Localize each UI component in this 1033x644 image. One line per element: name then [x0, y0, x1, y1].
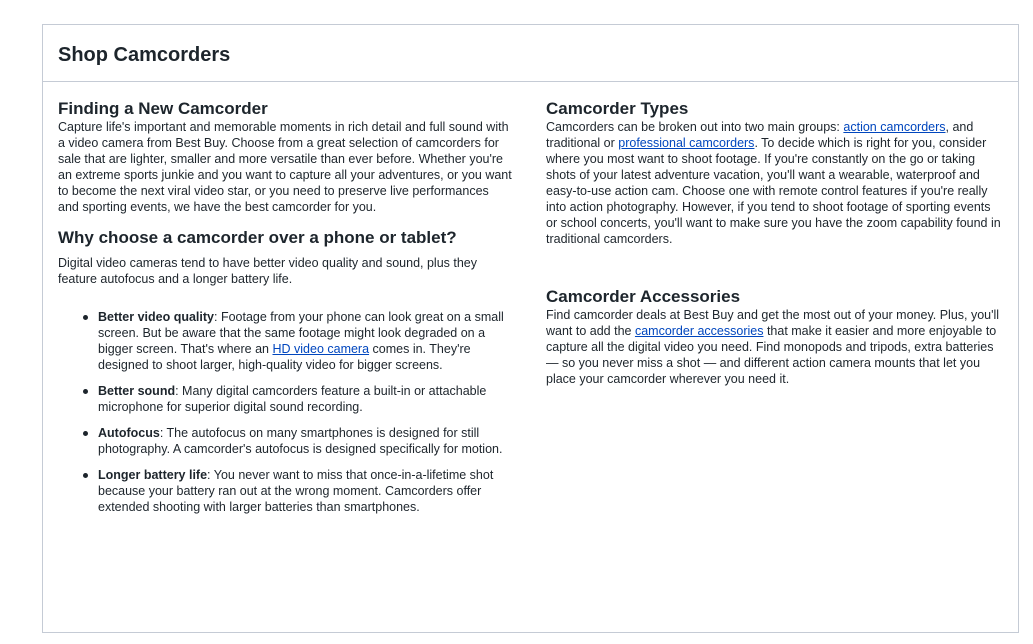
section-title-accessories: Camcorder Accessories [546, 287, 741, 306]
section-intro-why: Digital video cameras tend to have better video quality and sound, plus they feature autofocus and a longer battery life. [58, 256, 478, 286]
camcorder-accessories-link[interactable]: camcorder accessories [634, 324, 764, 338]
list-item [82, 383, 513, 415]
list-item [82, 467, 513, 515]
bullet-label: Better video quality [98, 310, 214, 324]
section-body-finding: Capture life's important and memorable moments in rich detail and full sound with a video camera from Best Buy. Choose from a great selection of camcorders for sale that are lighter, smaller and more versatile than ever before. Whether you're an extreme sports junkie and you want to capture all your adventures, or you want to become the next viral video star, or you need to preserve live performances and sporting events, we have the best camcorder for you. [58, 120, 512, 214]
section-body-types [546, 119, 1001, 247]
professional-camcorders-link[interactable]: professional camcorders [618, 136, 755, 150]
bullet-text: : Footage from your phone can look great on a small screen. But be aware that the same footage might look degraded on a bigger screen. That's where an [98, 310, 504, 356]
section-title-finding: Finding a New Camcorder [58, 99, 268, 118]
list-item [82, 425, 513, 457]
shop-camcorders-panel [42, 24, 1019, 633]
bullet-label: Better sound [98, 384, 176, 398]
action-camcorders-link[interactable]: action camcorders [843, 120, 946, 134]
accessories-text: that make it easier and more enjoyable to capture all the digital video you need. Find monopods and tripods, extra batteries — so you never miss a shot — and different action camera mounts that let you place your camcorder wherever you need it. [546, 324, 997, 386]
benefits-list [58, 309, 513, 515]
section-body-accessories [546, 307, 1001, 387]
panel-title: Shop Camcorders [58, 44, 231, 66]
panel-header [43, 25, 1018, 82]
hd-video-camera-link[interactable]: HD video camera [272, 342, 370, 356]
bullet-text: : The autofocus on many smartphones is designed for still photography. A camcorder's autofocus is designed specifically for motion. [98, 426, 503, 456]
bullet-text: : You never want to miss that once-in-a-lifetime shot because your battery ran out at the wrong moment. Camcorders offer extended shooting with larger batteries than smartphones. [98, 468, 494, 514]
types-text: , and traditional or [546, 120, 974, 150]
bullet-icon [83, 389, 88, 394]
right-column [546, 99, 1001, 387]
list-item [82, 309, 513, 373]
bullet-icon [83, 431, 88, 436]
section-title-types: Camcorder Types [546, 99, 689, 118]
bullet-label: Autofocus [98, 426, 160, 440]
section-title-why: Why choose a camcorder over a phone or tablet? [58, 228, 457, 247]
accessories-text: Find camcorder deals at Best Buy and get the most out of your money. Plus, you'll want to add the [546, 308, 1000, 338]
bullet-label: Longer battery life [98, 468, 208, 482]
types-text: . To decide which is right for you, consider where you most want to shoot footage. If you're constantly on the go or taking shots of your latest adventure vacation, you'll want a wearable, waterproof and easy-to-use action cam. Choose one with remote control features if you're really into action photography. However, if you tend to shoot footage of sporting events or school concerts, you'll want to make sure you have the zoom capability found in traditional camcorders. [546, 136, 1001, 246]
types-text: Camcorders can be broken out into two main groups: [546, 120, 844, 134]
bullet-icon [83, 473, 88, 478]
left-column [58, 99, 513, 525]
bullet-text: comes in. They're designed to shoot larger, high-quality video for bigger screens. [98, 342, 471, 372]
bullet-text: : Many digital camcorders feature a built-in or attachable microphone for superior digital sound recording. [98, 384, 487, 414]
bullet-icon [83, 315, 88, 320]
